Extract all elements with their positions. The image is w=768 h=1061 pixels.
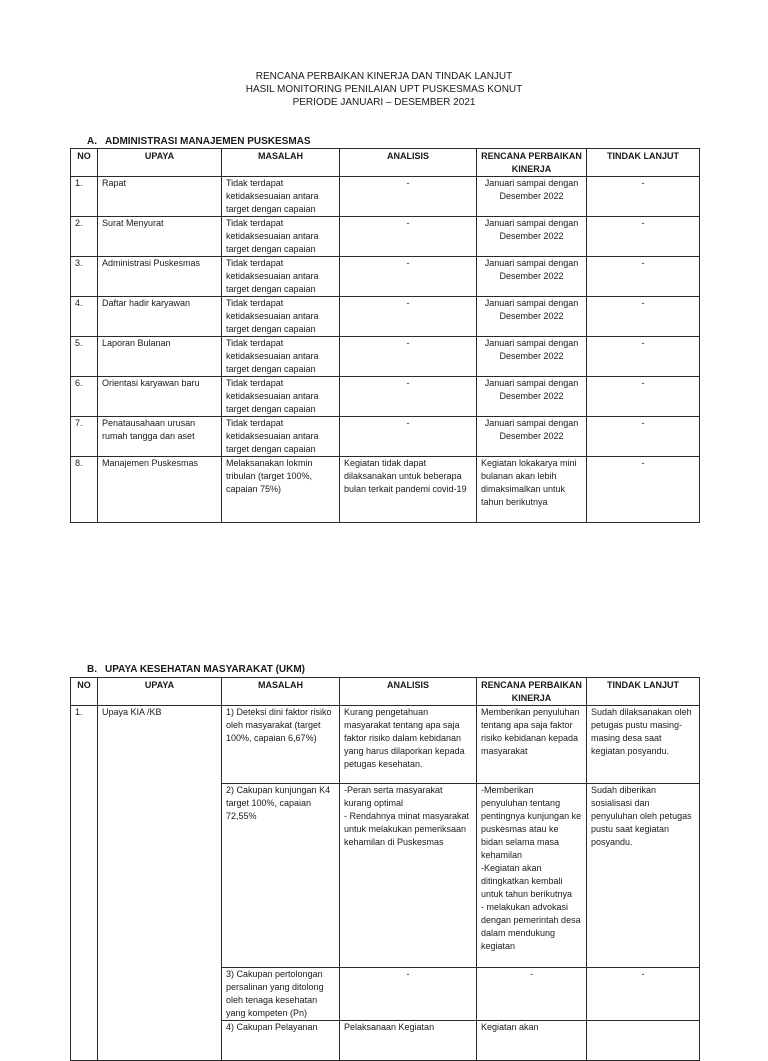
cell-no: 4. (71, 297, 98, 337)
cell-tindak: - (587, 968, 700, 1021)
table-row (71, 297, 700, 337)
section-b-title (87, 664, 305, 675)
cell-rencana: Januari sampai dengan Desember 2022 (477, 337, 587, 377)
cell-analisis: - (340, 257, 477, 297)
cell-upaya: Surat Menyurat (98, 217, 222, 257)
cell-upaya: Laporan Bulanan (98, 337, 222, 377)
cell-rencana: Januari sampai dengan Desember 2022 (477, 257, 587, 297)
cell-upaya: Administrasi Puskesmas (98, 257, 222, 297)
col-rencana: RENCANA PERBAIKAN KINERJA (477, 149, 587, 177)
cell-rencana: Januari sampai dengan Desember 2022 (477, 177, 587, 217)
cell-upaya: Rapat (98, 177, 222, 217)
col-tindak: TINDAK LANJUT (587, 678, 700, 706)
section-a-heading: ADMINISTRASI MANAJEMEN PUSKESMAS (105, 136, 311, 147)
cell-analisis: - (340, 177, 477, 217)
section-a-title (87, 136, 311, 147)
cell-masalah: Tidak terdapat ketidaksesuaian antara target dengan capaian (222, 217, 340, 257)
cell-rencana: Januari sampai dengan Desember 2022 (477, 417, 587, 457)
section-b-table (70, 677, 700, 1061)
col-no: NO (71, 149, 98, 177)
cell-tindak: Sudah dilaksanakan oleh petugas pustu masing-masing desa saat kegiatan posyandu. (587, 706, 700, 784)
cell-analisis: - (340, 337, 477, 377)
cell-rencana: Memberikan penyuluhan tentang apa saja faktor risiko kebidanan kepada masyarakat (477, 706, 587, 784)
table-row (71, 417, 700, 457)
cell-tindak (587, 1021, 700, 1061)
col-masalah: MASALAH (222, 149, 340, 177)
cell-masalah: 2) Cakupan kunjungan K4 target 100%, capaian 72,55% (222, 784, 340, 968)
col-analisis: ANALISIS (340, 149, 477, 177)
table-row (71, 457, 700, 523)
table-row (71, 706, 700, 784)
table-header-row (71, 678, 700, 706)
header-title: RENCANA PERBAIKAN KINERJA DAN TINDAK LANJUT (255, 71, 513, 82)
cell-masalah: Tidak terdapat ketidaksesuaian antara target dengan capaian (222, 377, 340, 417)
cell-masalah: 3) Cakupan pertolongan persalinan yang ditolong oleh tenaga kesehatan yang kompeten (Pn) (222, 968, 340, 1021)
col-masalah: MASALAH (222, 678, 340, 706)
cell-tindak: - (587, 457, 700, 523)
section-a-table (70, 148, 700, 523)
cell-upaya: Upaya KIA /KB (98, 706, 222, 1061)
cell-upaya: Orientasi karyawan baru (98, 377, 222, 417)
cell-tindak: - (587, 257, 700, 297)
cell-no: 2. (71, 217, 98, 257)
section-a-letter: A. (87, 136, 97, 147)
header-subtitle: HASIL MONITORING PENILAIAN UPT PUSKESMAS KONUT (245, 84, 523, 95)
cell-no: 7. (71, 417, 98, 457)
table-header-row (71, 149, 700, 177)
cell-tindak: - (587, 377, 700, 417)
section-b-heading: UPAYA KESEHATAN MASYARAKAT (UKM) (105, 664, 306, 675)
col-no: NO (71, 678, 98, 706)
cell-masalah: 1) Deteksi dini faktor risiko oleh masyarakat (target 100%, capaian 6,67%) (222, 706, 340, 784)
section-b-letter: B. (87, 664, 97, 675)
cell-upaya: Manajemen Puskesmas (98, 457, 222, 523)
cell-rencana: Januari sampai dengan Desember 2022 (477, 377, 587, 417)
table-row (71, 337, 700, 377)
cell-tindak: - (587, 177, 700, 217)
cell-rencana: Kegiatan akan (477, 1021, 587, 1061)
cell-tindak: - (587, 217, 700, 257)
cell-masalah: Tidak terdapat ketidaksesuaian antara target dengan capaian (222, 337, 340, 377)
col-rencana: RENCANA PERBAIKAN KINERJA (477, 678, 587, 706)
cell-no: 5. (71, 337, 98, 377)
col-analisis: ANALISIS (340, 678, 477, 706)
cell-rencana: Januari sampai dengan Desember 2022 (477, 217, 587, 257)
cell-masalah: 4) Cakupan Pelayanan (222, 1021, 340, 1061)
cell-masalah: Tidak terdapat ketidaksesuaian antara target dengan capaian (222, 297, 340, 337)
cell-analisis: - (340, 968, 477, 1021)
table-row (71, 217, 700, 257)
cell-tindak: Sudah diberikan sosialisasi dan penyuluhan oleh petugas pustu saat kegiatan posyandu. (587, 784, 700, 968)
cell-masalah: Tidak terdapat ketidaksesuaian antara target dengan capaian (222, 177, 340, 217)
cell-upaya: Daftar hadir karyawan (98, 297, 222, 337)
cell-no: 8. (71, 457, 98, 523)
cell-masalah: Melaksanakan lokmin tribulan (target 100%, capaian 75%) (222, 457, 340, 523)
col-tindak: TINDAK LANJUT (587, 149, 700, 177)
cell-analisis: - (340, 217, 477, 257)
document-header (0, 70, 768, 109)
cell-tindak: - (587, 417, 700, 457)
cell-analisis: Pelaksanaan Kegiatan (340, 1021, 477, 1061)
cell-masalah: Tidak terdapat ketidaksesuaian antara target dengan capaian (222, 417, 340, 457)
cell-rencana: -Memberikan penyuluhan tentang pentingnya kunjungan ke puskesmas atau ke bidan selama masa kehamilan -Kegiatan akan ditingkatkan kembali untuk tahun berikutnya - melakukan advokasi dengan pemerintah desa dalam mendukung kegiatan (477, 784, 587, 968)
cell-upaya: Penatausahaan urusan rumah tangga dan aset (98, 417, 222, 457)
table-row (71, 257, 700, 297)
cell-rencana: Kegiatan lokakarya mini bulanan akan lebih dimaksimalkan untuk tahun berikutnya (477, 457, 587, 523)
cell-no: 6. (71, 377, 98, 417)
cell-analisis: - (340, 417, 477, 457)
table-row (71, 377, 700, 417)
cell-tindak: - (587, 337, 700, 377)
cell-analisis: - (340, 297, 477, 337)
table-row (71, 177, 700, 217)
header-period: PERIODE JANUARI – DESEMBER 2021 (292, 97, 476, 108)
cell-analisis: Kegiatan tidak dapat dilaksanakan untuk beberapa bulan terkait pandemi covid-19 (340, 457, 477, 523)
cell-tindak: - (587, 297, 700, 337)
cell-rencana: Januari sampai dengan Desember 2022 (477, 297, 587, 337)
col-upaya: UPAYA (98, 149, 222, 177)
cell-analisis: Kurang pengetahuan masyarakat tentang apa saja faktor risiko dalam kebidanan yang harus dilaporkan kepada petugas kesehatan. (340, 706, 477, 784)
cell-rencana: - (477, 968, 587, 1021)
col-upaya: UPAYA (98, 678, 222, 706)
cell-no: 3. (71, 257, 98, 297)
cell-masalah: Tidak terdapat ketidaksesuaian antara target dengan capaian (222, 257, 340, 297)
cell-no: 1. (71, 706, 98, 1061)
cell-no: 1. (71, 177, 98, 217)
cell-analisis: - (340, 377, 477, 417)
cell-analisis: -Peran serta masyarakat kurang optimal - Rendahnya minat masyarakat untuk melakukan pemeriksaan kehamilan di Puskesmas (340, 784, 477, 968)
